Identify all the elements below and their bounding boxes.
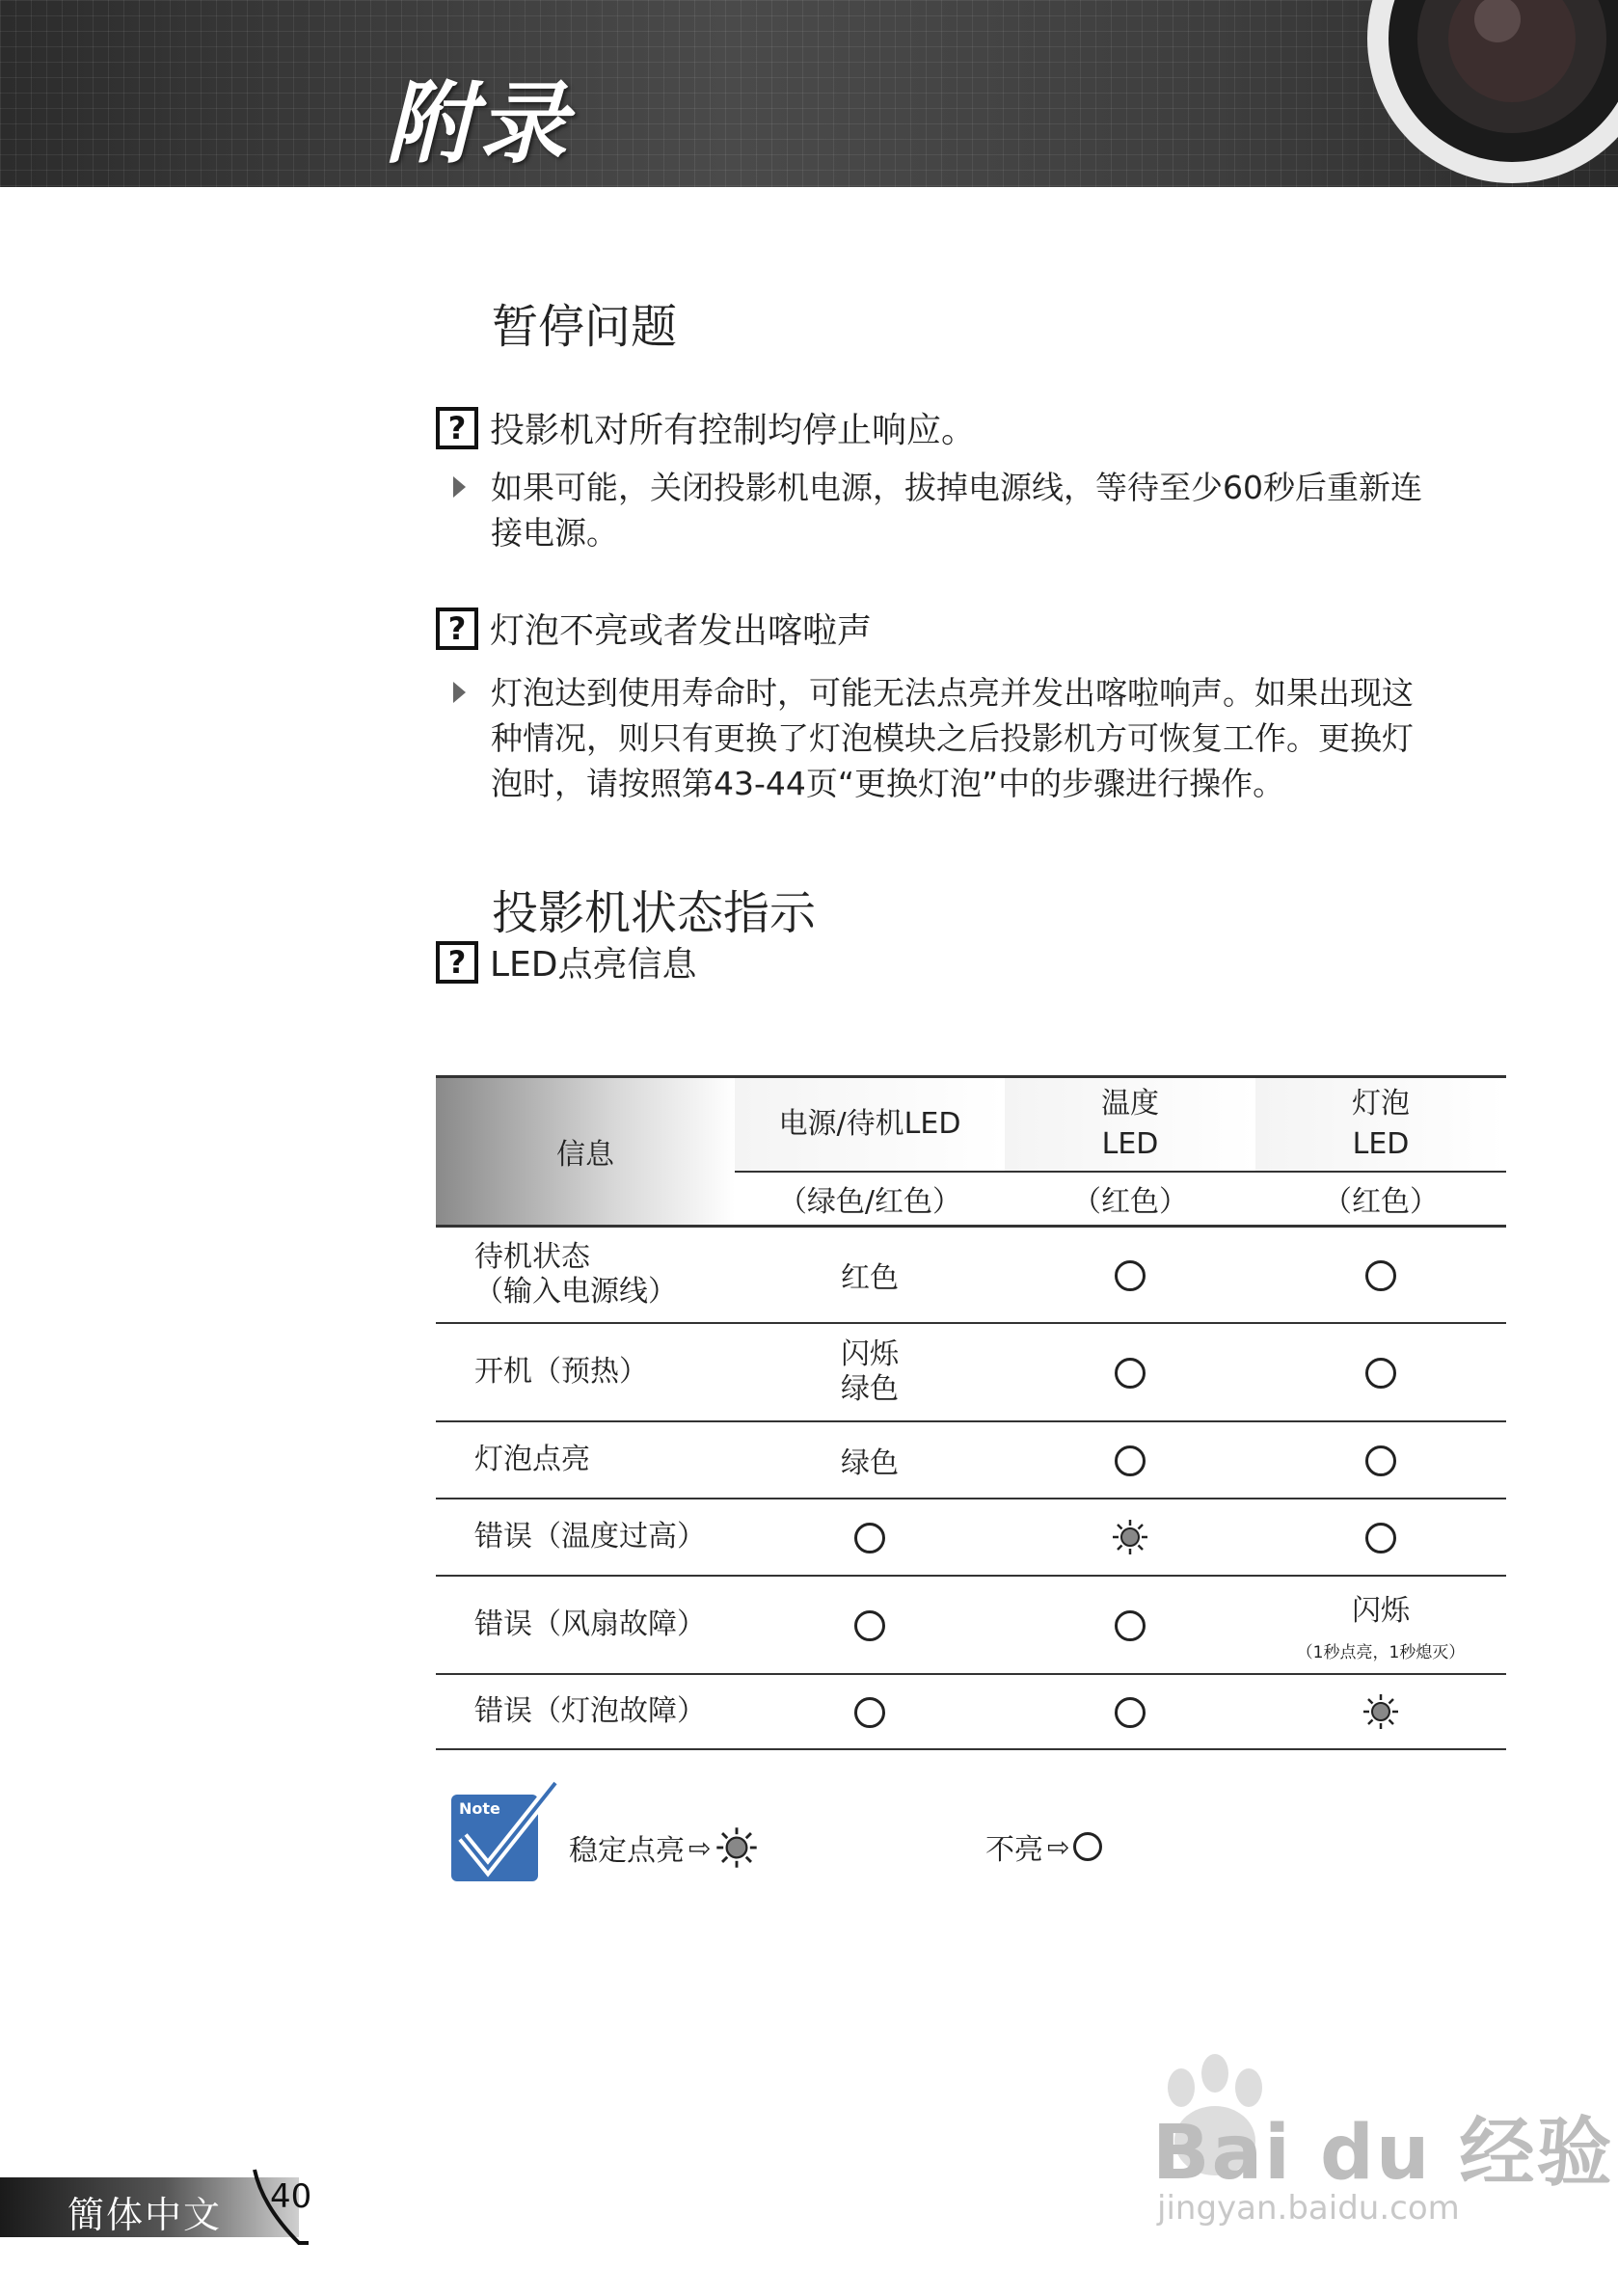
- circle-icon: [1115, 1610, 1146, 1641]
- question-icon: ?: [436, 941, 478, 984]
- temp-led-cell: [1005, 1576, 1255, 1674]
- state-label: 待机状态: [474, 1239, 590, 1274]
- table-header-temp-line1: 温度: [1101, 1087, 1159, 1121]
- legend-off-label: 不亮: [985, 1833, 1043, 1867]
- table-header-temp: [1005, 1077, 1255, 1173]
- question-row: [436, 403, 976, 452]
- state-label: 错误（灯泡故障）: [436, 1674, 735, 1749]
- state-cell: [436, 1227, 735, 1323]
- section-heading-status: 投影机状态指示: [492, 886, 817, 940]
- power-led-cell: 红色: [735, 1227, 1005, 1323]
- power-led-line1: 闪烁: [841, 1337, 899, 1371]
- page-title: 附录: [386, 72, 572, 176]
- power-led-line2: 绿色: [841, 1371, 899, 1406]
- triangle-bullet-icon: [453, 682, 466, 703]
- legend-on: [569, 1825, 759, 1870]
- lamp-led-cell: [1255, 1576, 1506, 1674]
- led-info-subheading: LED点亮信息: [490, 945, 697, 985]
- power-led-cell: [735, 1499, 1005, 1576]
- table-row: [436, 1323, 1506, 1421]
- section-heading-pause: 暂停问题: [492, 300, 678, 354]
- temp-led-cell: [1005, 1323, 1255, 1421]
- answer-line: 接电源。: [491, 514, 618, 552]
- note-icon-label: Note: [459, 1799, 500, 1818]
- table-row: [436, 1576, 1506, 1674]
- answer-item: [453, 670, 1498, 806]
- answer-line: 种情况，则只有更换了灯泡模块之后投影机方可恢复工作。更换灯: [491, 719, 1414, 757]
- table-row: [436, 1227, 1506, 1323]
- state-label: 灯泡点亮: [436, 1421, 735, 1499]
- lamp-led-line2: （1秒点亮，1秒熄灭）: [1296, 1643, 1466, 1662]
- sun-icon: [715, 1825, 759, 1870]
- question-row: [436, 604, 872, 653]
- projector-lens-graphic: [1367, 0, 1618, 187]
- circle-icon: [1365, 1260, 1396, 1291]
- question-icon: ?: [436, 407, 478, 449]
- table-header-lamp-line2: LED: [1352, 1127, 1410, 1161]
- table-header-temp-color: （红色）: [1005, 1172, 1255, 1227]
- circle-icon: [1365, 1523, 1396, 1553]
- table-header-info: 信息: [436, 1077, 735, 1227]
- table-header-lamp-color: （红色）: [1255, 1172, 1506, 1227]
- circle-icon: [1115, 1445, 1146, 1476]
- lamp-led-cell: [1255, 1323, 1506, 1421]
- table-row: [436, 1499, 1506, 1576]
- answer-line: 灯泡达到使用寿命时，可能无法点亮并发出喀啦响声。如果出现这: [491, 674, 1414, 712]
- state-sublabel: （输入电源线）: [474, 1274, 677, 1309]
- watermark-url: jingyan.baidu.com: [1157, 2189, 1460, 2228]
- arrow-right-icon: ⇨: [1047, 1830, 1070, 1863]
- circle-icon: [1365, 1445, 1396, 1476]
- legend-off: [985, 1825, 1102, 1868]
- temp-led-cell: [1005, 1674, 1255, 1749]
- sun-icon: [1362, 1692, 1400, 1731]
- note-icon: [449, 1779, 565, 1887]
- answer-item: [453, 465, 1498, 555]
- circle-icon: [1115, 1260, 1146, 1291]
- circle-icon: [854, 1523, 885, 1553]
- question-text: 灯泡不亮或者发出喀啦声: [490, 611, 873, 651]
- state-label: 开机（预热）: [436, 1323, 735, 1421]
- temp-led-cell: [1005, 1227, 1255, 1323]
- power-led-cell: [735, 1674, 1005, 1749]
- circle-icon: [854, 1697, 885, 1728]
- table-header-power-color: （绿色/红色）: [735, 1172, 1005, 1227]
- question-icon: ?: [436, 608, 478, 650]
- power-led-cell: 绿色: [735, 1421, 1005, 1499]
- circle-icon: [1115, 1358, 1146, 1389]
- state-label: 错误（温度过高）: [436, 1499, 735, 1576]
- lamp-led-cell: [1255, 1421, 1506, 1499]
- temp-led-cell: [1005, 1421, 1255, 1499]
- arrow-right-icon: ⇨: [688, 1831, 712, 1864]
- circle-icon: [1115, 1697, 1146, 1728]
- table-header-temp-line2: LED: [1101, 1127, 1159, 1161]
- question-text: 投影机对所有控制均停止响应。: [490, 411, 977, 450]
- lamp-led-cell: [1255, 1227, 1506, 1323]
- footer-language: 簡体中文: [67, 2194, 223, 2236]
- page-number: 40: [270, 2177, 312, 2216]
- temp-led-cell: [1005, 1499, 1255, 1576]
- table-row: [436, 1421, 1506, 1499]
- led-status-table: [436, 1075, 1506, 1750]
- sun-icon: [1111, 1518, 1149, 1556]
- answer-line: 泡时，请按照第43-44页“更换灯泡”中的步骤进行操作。: [491, 765, 1285, 802]
- circle-icon: [1365, 1358, 1396, 1389]
- lamp-led-line1: 闪烁: [1352, 1594, 1410, 1628]
- table-row: [436, 1674, 1506, 1749]
- watermark-brand: Bai du 经验: [1152, 2110, 1614, 2197]
- circle-icon: [1073, 1832, 1102, 1861]
- power-led-cell: [735, 1323, 1005, 1421]
- lamp-led-cell: [1255, 1674, 1506, 1749]
- answer-line: 如果可能，关闭投影机电源，拔掉电源线，等待至少60秒后重新连: [491, 469, 1422, 506]
- table-header-lamp-line1: 灯泡: [1352, 1087, 1410, 1121]
- legend-on-label: 稳定点亮: [569, 1834, 685, 1868]
- header-banner: [0, 0, 1618, 187]
- circle-icon: [854, 1610, 885, 1641]
- table-header-power: 电源/待机LED: [735, 1077, 1005, 1173]
- state-label: 错误（风扇故障）: [436, 1576, 735, 1674]
- triangle-bullet-icon: [453, 476, 466, 498]
- table-header-lamp: [1255, 1077, 1506, 1173]
- lamp-led-cell: [1255, 1499, 1506, 1576]
- question-row: [436, 937, 697, 986]
- power-led-cell: [735, 1576, 1005, 1674]
